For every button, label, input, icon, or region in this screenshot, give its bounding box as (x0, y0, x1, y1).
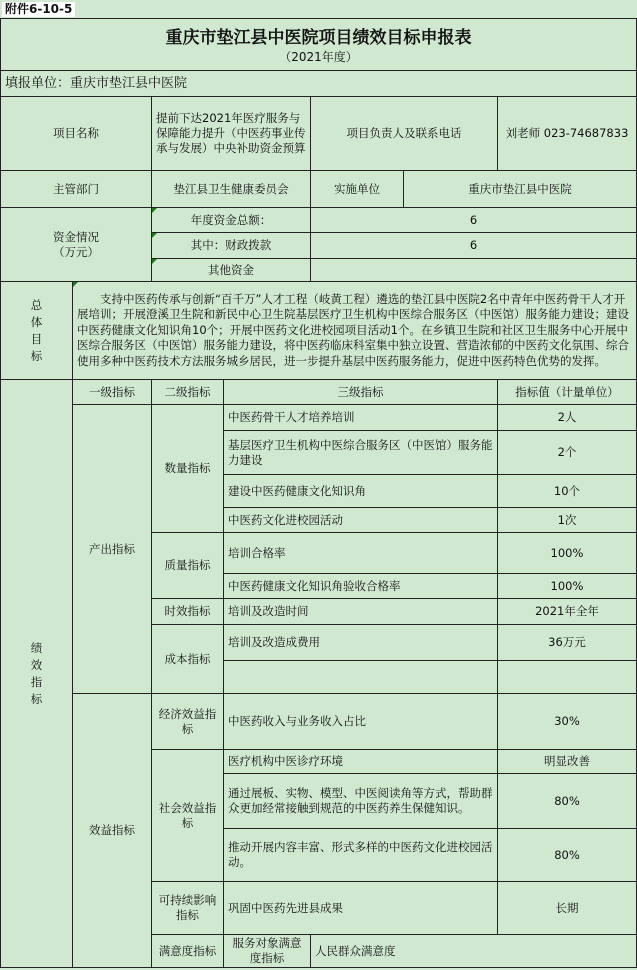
project-name-value: 提前下达2021年医疗服务与保障能力提升（中医药事业传承与发展）中央补助资金预算 (152, 97, 311, 171)
indicator-value: 10个 (498, 475, 637, 508)
report-title (1, 19, 637, 71)
indicator-value: 1次 (498, 508, 637, 533)
indicator-name (224, 661, 498, 694)
l2-economic: 经济效益指标 (152, 694, 224, 750)
indicator-name: 培训及改造时间 (224, 599, 498, 625)
l2-timeliness: 时效指标 (152, 599, 224, 625)
manager-value: 刘老师 023-74687833 (498, 97, 637, 171)
manager-label: 项目负责人及联系电话 (311, 97, 498, 171)
header-level2: 二级指标 (152, 380, 224, 405)
indicator-value: 30% (498, 694, 637, 750)
funds-other-label: 其他资金 (152, 259, 311, 282)
indicator-name: 巩固中医药先进县成果 (224, 882, 498, 935)
report-year: （2021年度） (279, 50, 358, 64)
l2-sustain: 可持续影响指标 (152, 882, 224, 935)
header-value: 指标值（计量单位） (498, 380, 637, 405)
indicator-name: 中医药文化进校园活动 (224, 508, 498, 533)
indicator-value: 2人 (498, 405, 637, 431)
exec-unit-label: 实施单位 (311, 171, 404, 208)
indicator-name: 中医药骨干人才培养培训 (224, 405, 498, 431)
annex-label: 附件6-10-5 (2, 2, 75, 17)
project-name-label: 项目名称 (1, 97, 152, 171)
l1-satisfaction: 满意度指标 (152, 935, 224, 968)
title-text: 重庆市垫江县中医院项目绩效目标申报表 (165, 28, 472, 48)
funds-label: 资金情况 （万元） (1, 208, 152, 282)
indicator-value: 明显改善 (498, 750, 637, 774)
funds-fin-value: 6 (311, 233, 637, 259)
indicator-value (498, 661, 637, 694)
exec-unit-value: 重庆市垫江县中医院 (404, 171, 637, 208)
indicator-name: 培训及改造成费用 (224, 625, 498, 661)
indicators-label: 绩效指标 (1, 380, 73, 968)
goal-label: 总体目标 (1, 282, 73, 380)
l2-cost: 成本指标 (152, 625, 224, 694)
indicator-name: 通过展板、实物、模型、中医阅读角等方式，帮助群众更加经常接触到规范的中医药养生保健知识。 (224, 774, 498, 829)
indicator-name: 培训合格率 (224, 533, 498, 574)
l2-service: 服务对象满意度指标 (224, 935, 311, 968)
reporting-unit: 填报单位：重庆市垫江县中医院 (1, 71, 637, 97)
l2-quantity: 数量指标 (152, 405, 224, 533)
l2-quality: 质量指标 (152, 533, 224, 599)
indicator-name: 中医药收入与业务收入占比 (224, 694, 498, 750)
funds-fin-label: 其中：财政拨款 (152, 233, 311, 259)
indicator-name: 中医药健康文化知识角验收合格率 (224, 574, 498, 599)
indicator-value: 100% (498, 574, 637, 599)
funds-total-value: 6 (311, 208, 637, 233)
header-level1: 一级指标 (73, 380, 152, 405)
indicator-value: 2个 (498, 431, 637, 475)
performance-table (0, 18, 637, 968)
header-level3: 三级指标 (224, 380, 498, 405)
indicator-value: 2021年全年 (498, 599, 637, 625)
indicator-value: 80% (498, 774, 637, 829)
goal-text: 支持中医药传承与创新“百千万”人才工程（岐黄工程）遴选的垫江县中医院2名中青年中医药骨干人才开展培训；开展澄溪卫生院和新民中心卫生院基层医疗卫生机构中医综合服务区（中医馆）服务能力建设；建设中医药健康文化知识角10个；开展中医药文化进校园项目活动1个。在乡镇卫生院和社区卫生服务中心开展中医综合服务区（中医馆）服务能力建设，将中医药临床科室集中独立设置、营造浓郁的中医药文化氛围、综合使用多种中医药技术方法服务城乡居民，进一步提升基层中医药服务能力，促进中医药特色优势的发挥。 (73, 282, 637, 380)
indicator-value: 80% (498, 829, 637, 882)
l2-social: 社会效益指标 (152, 750, 224, 882)
indicator-name: 推动开展内容丰富、形式多样的中医药文化进校园活动。 (224, 829, 498, 882)
indicator-name: 医疗机构中医诊疗环境 (224, 750, 498, 774)
l1-effect: 效益指标 (73, 694, 152, 968)
indicator-value: 36万元 (498, 625, 637, 661)
funds-other-value (311, 259, 637, 282)
indicator-value: 100% (498, 533, 637, 574)
indicator-value: 长期 (498, 882, 637, 935)
dept-label: 主管部门 (1, 171, 152, 208)
dept-value: 垫江县卫生健康委员会 (152, 171, 311, 208)
indicator-name: 基层医疗卫生机构中医综合服务区（中医馆）服务能力建设 (224, 431, 498, 475)
l1-output: 产出指标 (73, 405, 152, 694)
indicator-name: 人民群众满意度 (311, 935, 637, 968)
indicator-name: 建设中医药健康文化知识角 (224, 475, 498, 508)
funds-total-label: 年度资金总额： (152, 208, 311, 233)
